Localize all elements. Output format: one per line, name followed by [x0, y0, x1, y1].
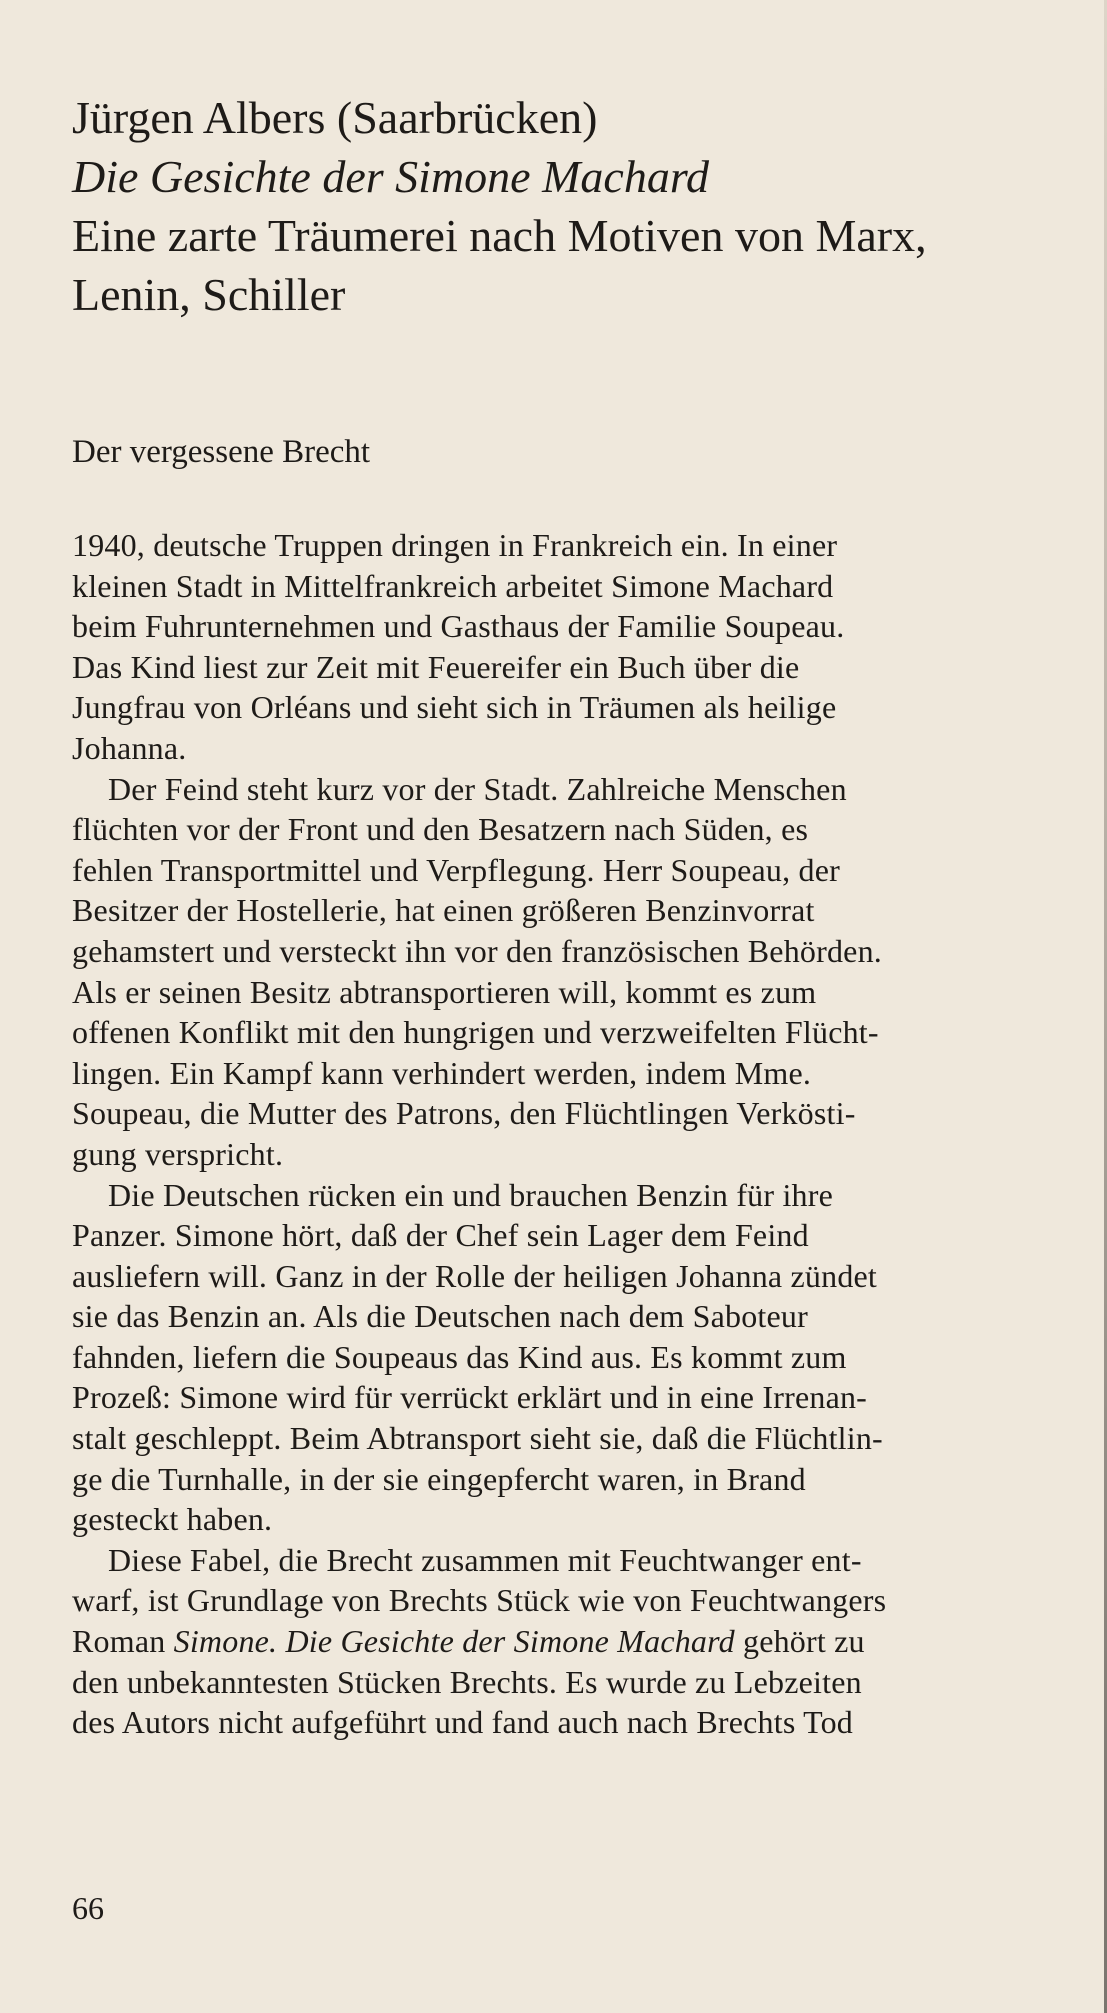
text-line: gung verspricht. [72, 1135, 284, 1172]
text-line: sie das Benzin an. Als die Deutschen nach dem Saboteur [72, 1298, 808, 1335]
text-line: warf, ist Grundlage von Brechts Stück wie von Feuchtwangers [72, 1582, 887, 1619]
text-line: kleinen Stadt in Mittelfrankreich arbeitet Simone Machard [72, 567, 834, 604]
text-line: Das Kind liest zur Zeit mit Feuereifer ein Buch über die [72, 648, 800, 685]
text-line: beim Fuhrunternehmen und Gasthaus der Familie Soupeau. [72, 608, 845, 645]
page-number: 66 [72, 1890, 104, 1926]
section-title: Der vergessene Brecht [72, 434, 371, 470]
italic-work-title: Simone. Die Gesichte der Simone Machard [173, 1623, 735, 1660]
text-line: ausliefern will. Ganz in der Rolle der heiligen Johanna zündet [72, 1257, 878, 1294]
chapter-heading [72, 88, 1062, 324]
text-line: Prozeß: Simone wird für verrückt erklärt und in eine Irrenan- [72, 1379, 868, 1416]
text-line: den unbekanntesten Stücken Brechts. Es wurde zu Lebzeiten [72, 1663, 862, 1700]
text-span: gehört zu [734, 1623, 865, 1660]
text-line: Panzer. Simone hört, daß der Chef sein Lager dem Feind [72, 1217, 809, 1254]
text-line: Jungfrau von Orléans und sieht sich in Träumen als heilige [72, 689, 837, 726]
text-line: Soupeau, die Mutter des Patrons, den Flüchtlingen Verkösti- [72, 1095, 856, 1132]
text-line: Die Deutschen rücken ein und brauchen Benzin für ihre [108, 1176, 833, 1213]
text-line: Besitzer der Hostellerie, hat einen größeren Benzinvorrat [72, 892, 815, 929]
author-name: Jürgen Albers (Saarbrücken) [72, 92, 598, 143]
essay-title: Die Gesichte der Simone Machard [72, 151, 710, 202]
text-line: Johanna. [72, 729, 187, 766]
text-line: Diese Fabel, die Brecht zusammen mit Feuchtwanger ent- [108, 1541, 862, 1578]
text-line: Der Feind steht kurz vor der Stadt. Zahlreiche Menschen [108, 770, 847, 807]
text-line: fahnden, liefern die Soupeaus das Kind aus. Es kommt zum [72, 1338, 847, 1375]
text-line: gesteckt haben. [72, 1501, 273, 1538]
text-line: offenen Konflikt mit den hungrigen und verzweifelten Flücht- [72, 1014, 879, 1051]
subtitle-line-1: Eine zarte Träumerei nach Motiven von Marx, [72, 210, 927, 261]
text-line-with-italic-title [72, 1621, 1092, 1662]
text-line: lingen. Ein Kampf kann verhindert werden, indem Mme. [72, 1054, 812, 1091]
subtitle-line-2: Lenin, Schiller [72, 269, 346, 320]
text-line: flüchten vor der Front und den Besatzern nach Süden, es [72, 811, 809, 848]
text-line: des Autors nicht aufgeführt und fand auch nach Brechts Tod [72, 1704, 854, 1741]
text-line: Als er seinen Besitz abtransportieren will, kommt es zum [72, 973, 817, 1010]
text-line: stalt geschleppt. Beim Abtransport sieht sie, daß die Flüchtlin- [72, 1420, 883, 1457]
text-line: fehlen Transportmittel und Verpflegung. Herr Soupeau, der [72, 851, 840, 888]
body-text [72, 525, 1092, 1743]
text-line: gehamstert und versteckt ihn vor den französischen Behörden. [72, 932, 882, 969]
text-line: 1940, deutsche Truppen dringen in Frankreich ein. In einer [72, 527, 838, 563]
text-span: Roman [72, 1623, 174, 1660]
text-line: ge die Turnhalle, in der sie eingepfercht waren, in Brand [72, 1460, 806, 1497]
